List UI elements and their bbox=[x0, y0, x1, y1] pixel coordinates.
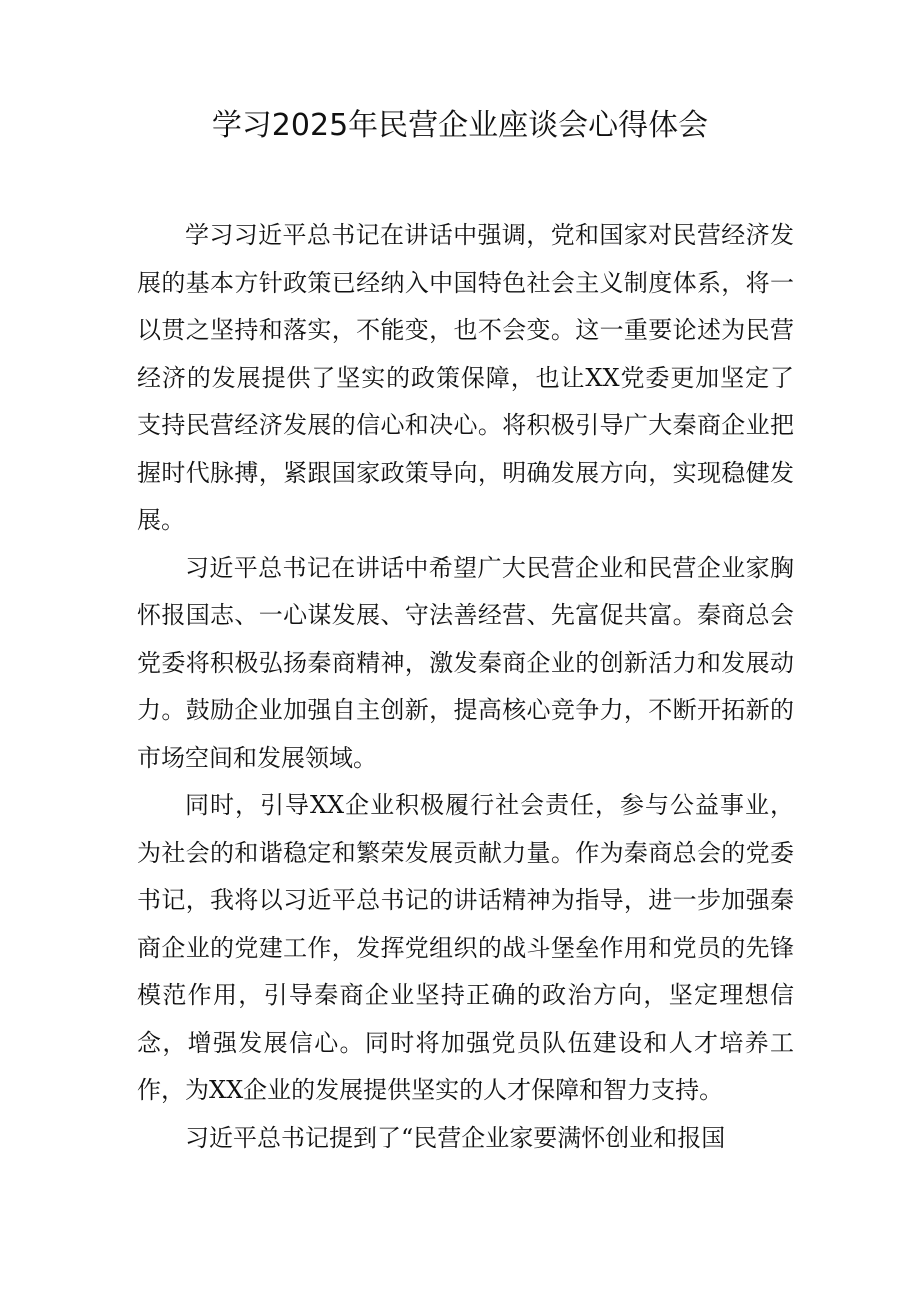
document-body bbox=[137, 212, 794, 1162]
paragraph-3: 同时，引导XX企业积极履行社会责任，参与公益事业，为社会的和谐稳定和繁荣发展贡献力量。作为秦商总会的党委书记，我将以习近平总书记的讲话精神为指导，进一步加强秦商企业的党建工作，发挥党组织的战斗堡垒作用和党员的先锋模范作用，引导秦商企业坚持正确的政治方向，坚定理想信念，增强发展信心。同时将加强党员队伍建设和人才培养工作，为XX企业的发展提供坚实的人才保障和智力支持。 bbox=[137, 791, 794, 1104]
document-title: 学习2025年民营企业座谈会心得体会 bbox=[211, 108, 709, 143]
paragraph-1: 学习习近平总书记在讲话中强调，党和国家对民营经济发展的基本方针政策已经纳入中国特色社会主义制度体系，将一以贯之坚持和落实，不能变，也不会变。这一重要论述为民营经济的发展提供了坚实的政策保障，也让XX党委更加坚定了支持民营经济发展的信心和决心。将积极引导广大秦商企业把握时代脉搏，紧跟国家政策导向，明确发展方向，实现稳健发展。 bbox=[137, 221, 794, 534]
paragraph-2: 习近平总书记在讲话中希望广大民营企业和民营企业家胸怀报国志、一心谋发展、守法善经营、先富促共富。秦商总会党委将积极弘扬秦商精神，激发秦商企业的创新活力和发展动力。鼓励企业加强自主创新，提高核心竞争力，不断开拓新的市场空间和发展领域。 bbox=[137, 553, 794, 772]
paragraph-4: 习近平总书记提到了“民营企业家要满怀创业和报国 bbox=[185, 1123, 726, 1152]
